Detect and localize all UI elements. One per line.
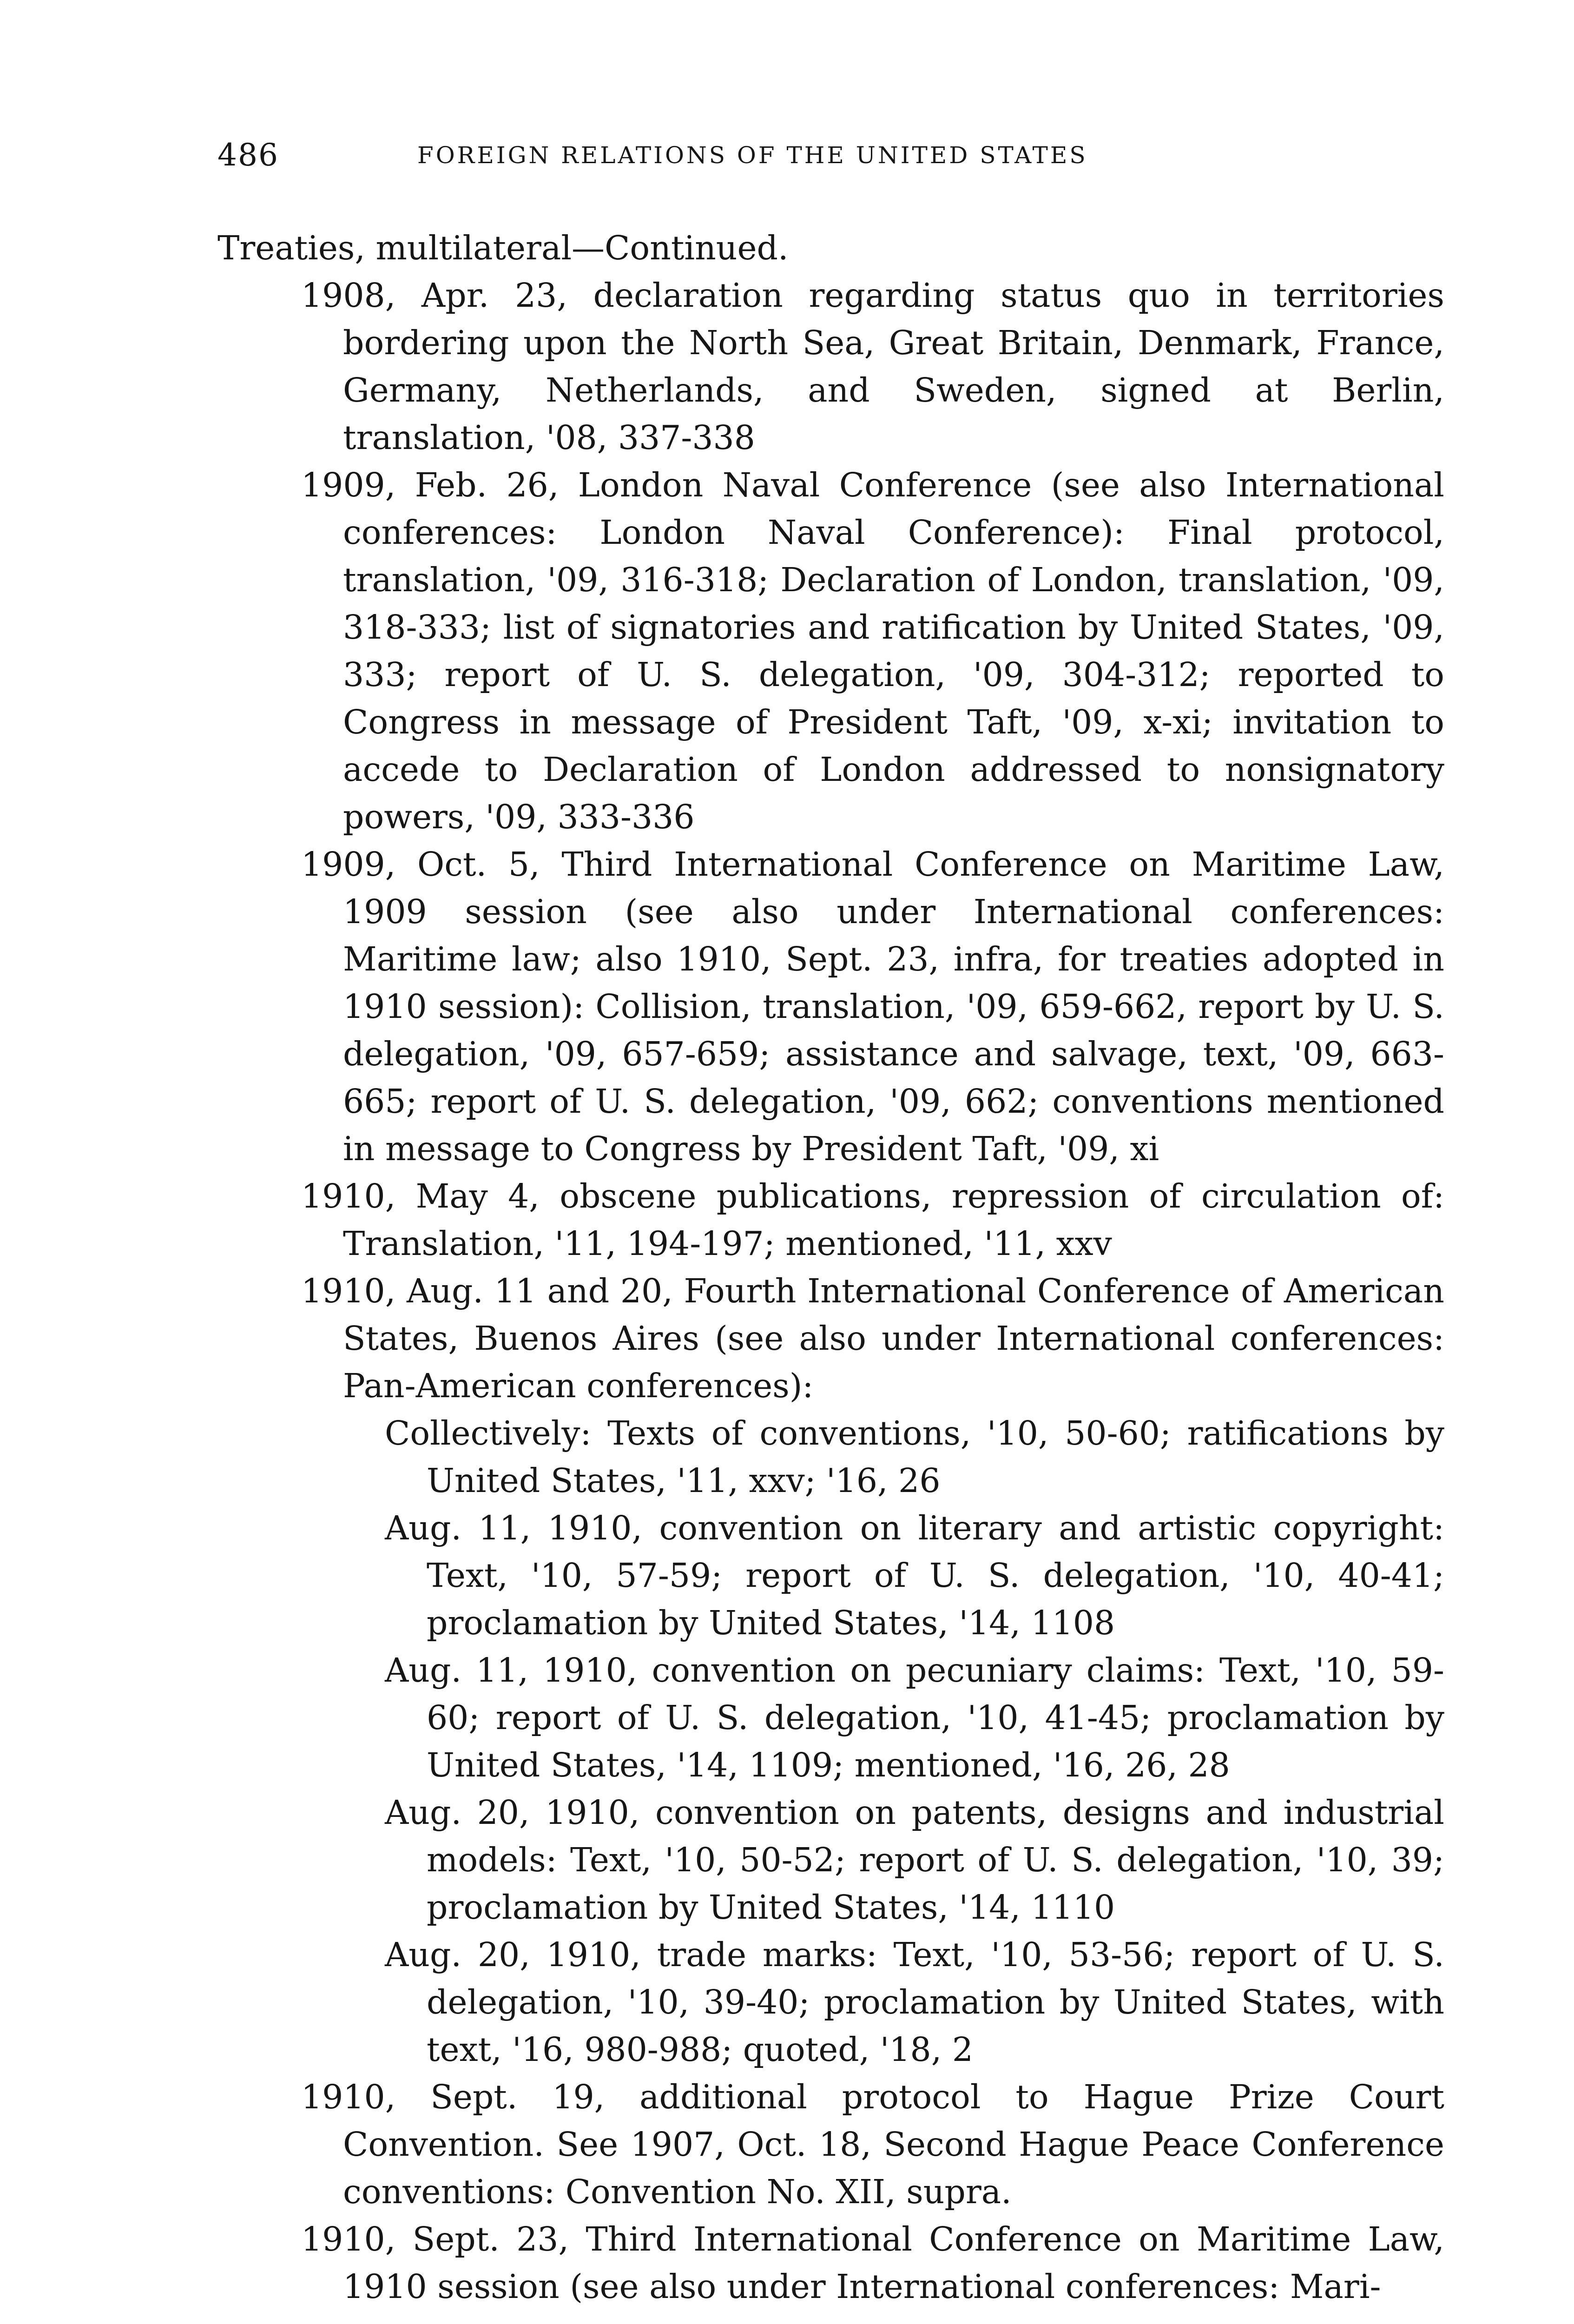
entry-text: convention on pecuniary claims: Text, '10, 59-60; report of U. S. delegation, '10, 41-45; proclamation by United States, '14, 1109; mentioned, '16, 26, 28 [427,1651,1444,1784]
index-content [217,224,1444,2311]
index-entry [217,841,1444,1173]
entry-text: convention on patents, designs and industrial models: Text, '10, 50-52; report of U. S. delegation, '10, 39; proclamation by United States, '14, 1110 [427,1793,1444,1927]
entry-text: London Naval Conference (see also International conferences: London Naval Conference): Final protocol, translation, '09, 316-318; Declaration of London, translation, '09, 318-333; list of signatories and ratification by United States, '09, 333; report of U. S. delegation, '09, 304-312; reported to Congress in message of President Taft, '09, x-xi; invitation to accede to Declaration of London addressed to nonsignatory powers, '09, 333-336 [343,466,1444,836]
entry-text: Third International Conference on Maritime Law, 1909 session (see also under International conferences: Maritime law; also 1910, Sept. 23, infra, for treaties adopted in 1910 session): Collision, translation, '09, 659-662, report by U. S. delegation, '09, 657-659; assistance and salvage, text, '09, 663-665; report of U. S. delegation, '09, 662; conventions mentioned in message to Congress by President Taft, '09, xi [343,845,1444,1168]
entry-date: 1908, Apr. 23, [301,276,567,315]
entry-date: Aug. 20, 1910, [385,1935,641,1974]
section-heading: Treaties, multilateral—Continued. [217,229,789,267]
index-subentry [217,1789,1444,1931]
index-entry [217,1268,1444,1410]
index-entry [217,1173,1444,1268]
entry-date: 1910, Aug. 11 and 20, [301,1272,673,1310]
entry-text: Texts of conventions, '10, 50-60; ratifications by United States, '11, xxv; '16, 26 [427,1414,1444,1500]
entry-date: Aug. 11, 1910, [385,1651,638,1690]
entry-date: Collectively: [385,1414,592,1452]
running-title: FOREIGN RELATIONS OF THE UNITED STATES [417,142,1088,169]
index-subentry [217,1931,1444,2073]
entry-date: Aug. 20, 1910, [385,1793,640,1832]
entry-text: obscene publications, repression of circulation of: Translation, '11, 194-197; mentioned, '11, xxv [343,1177,1444,1263]
index-subentry [217,1410,1444,1505]
entry-text: Third International Conference on Maritime Law, 1910 session (see also under International conferences: Mari- [343,2220,1444,2306]
entry-date: 1909, Oct. 5, [301,845,540,884]
entry-date: Aug. 11, 1910, [385,1509,643,1547]
entry-text: additional protocol to Hague Prize Court Convention. See 1907, Oct. 18, Second Hague Peace Conference conventions: Convention No. XII, supra. [343,2078,1444,2211]
entry-date: 1910, Sept. 19, [301,2078,605,2116]
document-page [217,137,1444,2311]
page-number: 486 [217,137,279,173]
entry-text: declaration regarding status quo in territories bordering upon the North Sea, Great Britain, Denmark, France, Germany, Netherlands, and Sweden, signed at Berlin, translation, '08, 337-338 [343,276,1444,457]
page-header [217,137,1444,188]
index-entry [217,462,1444,841]
index-entry [217,2073,1444,2216]
entry-date: 1909, Feb. 26, [301,466,559,504]
index-entry [217,2216,1444,2311]
entry-text: trade marks: Text, '10, 53-56; report of U. S. delegation, '10, 39-40; proclamation by United States, with text, '16, 980-988; quoted, '18, 2 [427,1935,1444,2069]
index-entry [217,272,1444,462]
entry-text: Fourth International Conference of American States, Buenos Aires (see also under International conferences: Pan-American conferences): [343,1272,1444,1405]
index-subentry [217,1505,1444,1647]
index-subentry [217,1647,1444,1789]
entry-date: 1910, Sept. 23, [301,2220,569,2258]
entry-text: convention on literary and artistic copyright: Text, '10, 57-59; report of U. S. delegation, '10, 40-41; proclamation by United States, '14, 1108 [427,1509,1444,1642]
entry-date: 1910, May 4, [301,1177,540,1215]
